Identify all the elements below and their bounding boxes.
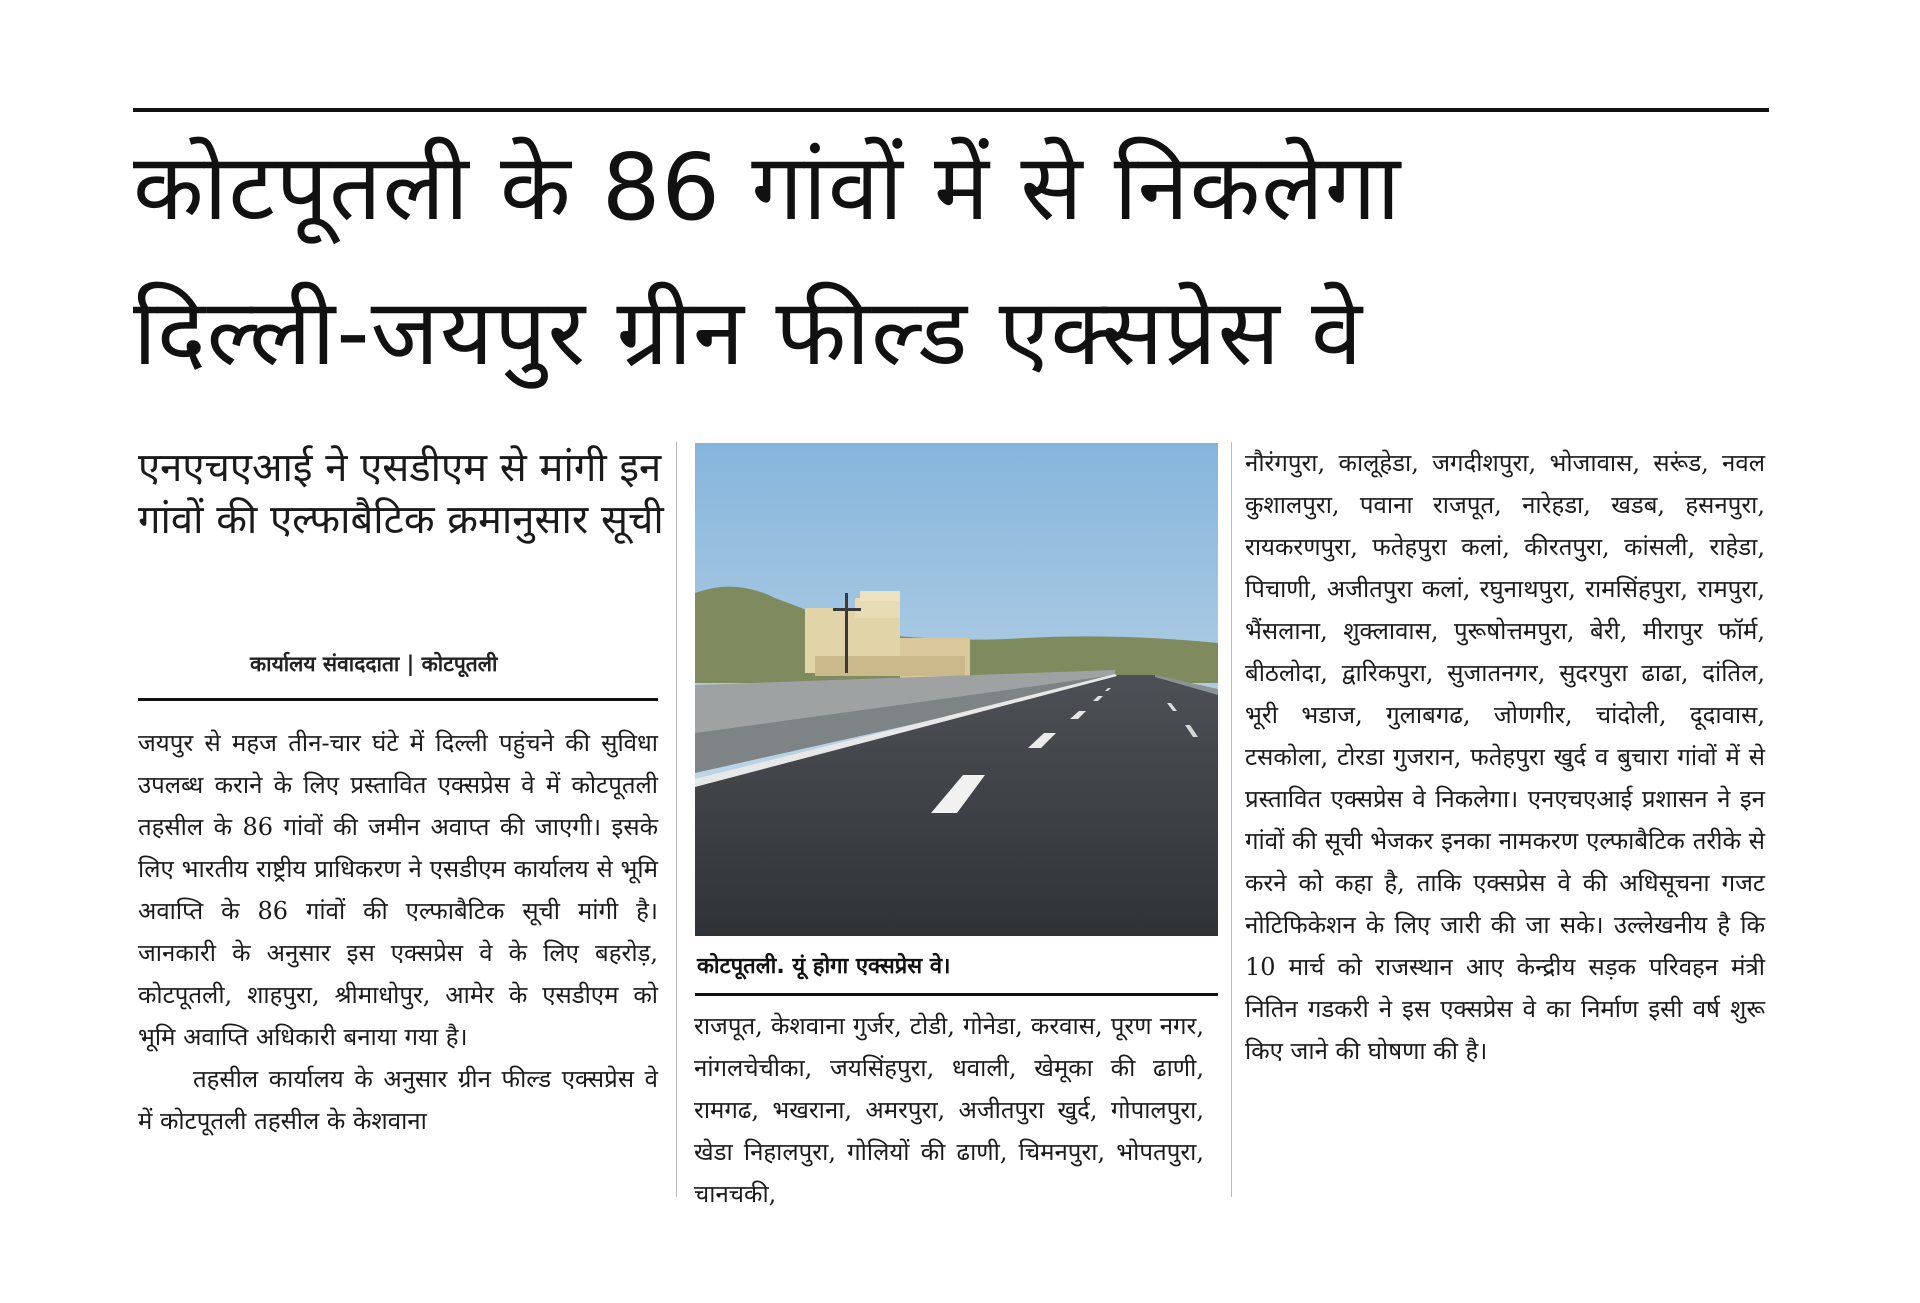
byline-divider [138,698,658,701]
caption-divider [695,993,1218,996]
article-column-2 [694,1005,1204,1215]
headline-line-2: दिल्ली-जयपुर ग्रीन फील्ड एक्सप्रेस वे [133,279,1364,386]
body-paragraph: राजपूत, केशवाना गुर्जर, टोडी, गोनेडा, करवास, पूरण नगर, नांगलचेचीका, जयसिंहपुरा, धवाली, खेमूका की ढाणी, रामगढ, भखराना, अमरपुरा, अजीतपुरा खुर्द, गोपालपुरा, खेडा निहालपुरा, गोलियों की ढाणी, चिमनपुरा, भोपतपुरा, चानचकी, [694,1012,1204,1208]
subheadline: एनएचएआई ने एसडीएम से मांगी इन गांवों की एल्फाबैटिक क्रमानुसार सूची [138,445,664,543]
article-column-3 [1245,442,1765,1072]
top-rule [133,108,1769,112]
byline: कार्यालय संवाददाता | कोटपूतली [250,652,498,676]
column-separator [676,442,677,1197]
expressway-illustration [695,443,1218,936]
headline-line-1: कोटपूतली के 86 गांवों में से निकलेगा [133,134,1402,241]
photo-caption: कोटपूतली. यूं होगा एक्सप्रेस वे। [697,954,951,979]
body-paragraph: नौरंगपुरा, कालूहेडा, जगदीशपुरा, भोजावास, सरूंड, नवल कुशालपुरा, पवाना राजपूत, नारेहडा, खडब, हसनपुरा, रायकरणपुरा, फतेहपुरा कलां, कीरतपुरा, कांसली, राहेडा, पिचाणी, अजीतपुरा कलां, रघुनाथपुरा, रामसिंहपुरा, रामपुरा, भैंसलाना, शुक्लावास, पुरूषोत्तमपुरा, बेरी, मीरापुर फॉर्म, बीठलोदा, द्वारिकपुरा, सुजातनगर, सुदरपुरा ढाढा, दांतिल, भूरी भडाज, गुलाबगढ, जोणगीर, चांदोली, दूदावास, टसकोला, टोरडा गुजरान, फतेहपुरा खुर्द व बुचारा गांवों में से प्रस्तावित एक्सप्रेस वे निकलेगा। एनएचएआई प्रशासन ने इन गांवों की सूची भेजकर इनका नामकरण एल्फाबैटिक तरीके से करने को कहा है, ताकि एक्सप्रेस वे की अधिसूचना गजट नोटिफिकेशन के लिए जारी की जा सके। उल्लेखनीय है कि 10 मार्च को राजस्थान आए केन्द्रीय सड़क परिवहन मंत्री नितिन गडकरी ने इस एक्सप्रेस वे का निर्माण इसी वर्ष शुरू किए जाने की घोषणा की है। [1245,449,1765,1065]
body-paragraph: तहसील कार्यालय के अनुसार ग्रीन फील्ड एक्सप्रेस वे में कोटपूतली तहसील के केशवाना [138,1065,658,1135]
body-paragraph: जयपुर से महज तीन-चार घंटे में दिल्ली पहुंचने की सुविधा उपलब्ध कराने के लिए प्रस्तावित एक्सप्रेस वे में कोटपूतली तहसील के 86 गांवों की जमीन अवाप्त की जाएगी। इसके लिए भारतीय राष्ट्रीय प्राधिकरण ने एसडीएम कार्यालय से भूमि अवाप्ति के 86 गांवों की एल्फाबैटिक सूची मांगी है। जानकारी के अनुसार इस एक्सप्रेस वे के लिए बहरोड़, कोटपूतली, शाहपुरा, श्रीमाधोपुर, आमेर के एसडीएम को भूमि अवाप्ति अधिकारी बनाया गया है। [138,729,658,1051]
expressway-photo [695,443,1218,936]
column-separator [1231,442,1232,1197]
article-column-1 [138,722,658,1142]
